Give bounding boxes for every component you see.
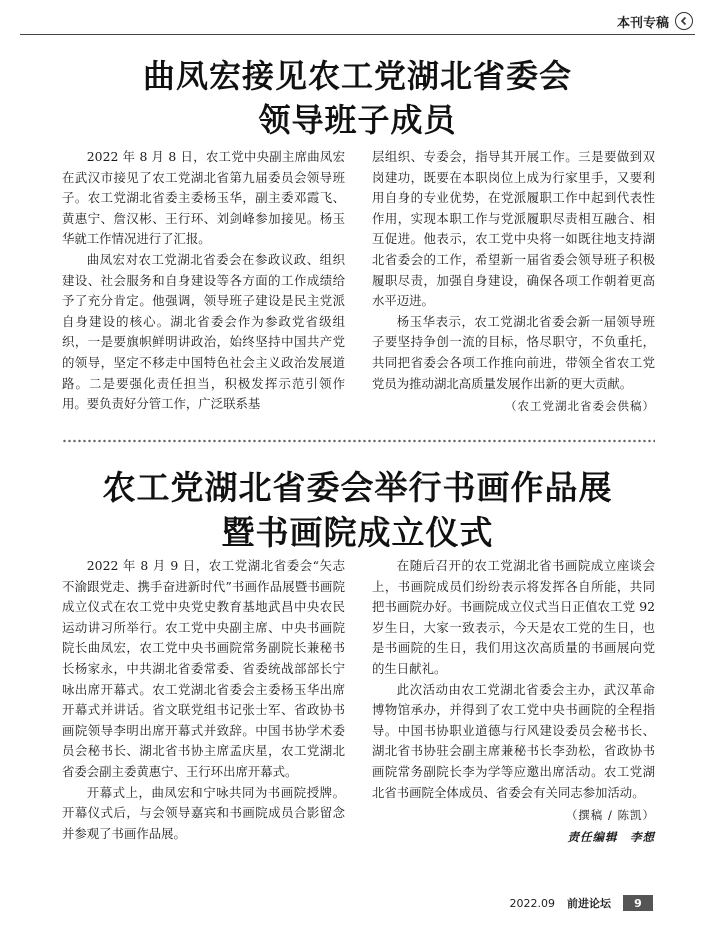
article1-paragraph-continued: 层组织、专委会，指导其开展工作。三是要做到双岗建功，既要在本职岗位上成为行家里手，又要利用自身的专业优势，在党派履职工作中起到代表性作用，实现本职工作与党派履职尽责相互融合、相互促进。他表示，农工党中央将一如既往地支持湖北省委会的工作，希望新一届省委会领导班子积极履职尽责，加强自身建设，确保各项工作朝着更高水平迈进。 [372,149,655,309]
article1-column-right [372,147,655,422]
article2-paragraph: 在随后召开的农工党湖北省书画院成立座谈会上，书画院成员们纷纷表示将发挥各自所能，共同把书画院办好。书画院成立仪式当日正值农工党 92 岁生日，大家一致表示，今天是农工党的生日，也是书画院的生日，我们用这次高质量的书画展向党的生日献礼。 [372,558,655,676]
article2-paragraph: 2022 年 8 月 9 日，农工党湖北省委会“矢志不渝跟党走、携手奋进新时代”书画作品展暨书画院成立仪式在农工党中央党史教育基地武昌中央农民运动讲习所举行。农工党中央副主席、中央书画院院长曲凤宏，农工党中央书画院常务副院长兼秘书长杨家永，中共湖北省委常委、省委统战部部长宁咏出席开幕式。农工党湖北省委会主委杨玉华出席开幕式并讲话。省文联党组书记张士军、省政协书画院领导李明出席开幕式并致辞。中国书协学术委员会秘书长、湖北省书协主席孟庆星，农工党湖北省委会副主委黄惠宁、王行环出席开幕式。 [62,558,345,779]
article2-paragraph: 开幕式上，曲凤宏和宁咏共同为书画院授牌。开幕仪式后，与会领导嘉宾和书画院成员合影留念并参观了书画作品展。 [62,784,345,841]
article1-column-left [62,147,345,422]
article2-title-line2: 暨书画院成立仪式 [221,513,494,552]
responsible-editor: 责任编辑 李想 [567,830,655,845]
section-label: 本刊专稿 [616,15,669,31]
page-footer [510,893,654,913]
article2-title-line1: 农工党湖北省委会举行书画作品展 [102,468,613,507]
article1-title-line1: 曲凤宏接见农工党湖北省委会 [142,57,572,95]
article2-credit: （撰稿 / 陈凯） [565,808,655,823]
article2-paragraph: 此次活动由农工党湖北省委会主办，武汉革命博物馆承办，并得到了农工党中央书画院的全程指导。中国书协职业道德与行风建设委员会秘书长、湖北省书协驻会副主席兼秘书长李劲松，省政协书画院常务副院长李为学等应邀出席活动。农工党湖北省书画院全体成员、省委会有关同志参加活动。 [372,681,655,800]
article1-paragraph: 杨玉华表示，农工党湖北省委会新一届领导班子要坚持争创一流的目标，恪尽职守，不负重托，共同把省委会各项工作推向前进，带领全省农工党党员为推动湖北高质量发展作出新的更大贡献。 [372,313,655,391]
article2-column-right [372,556,655,876]
page-number: 9 [623,895,653,911]
article1-paragraph: 曲凤宏对农工党湖北省委会在参政议政、组织建设、社会服务和自身建设等各方面的工作成绩给予了充分肯定。他强调，领导班子建设是民主党派自身建设的核心。湖北省委会作为参政党省级组织，一是要旗帜鲜明讲政治，始终坚持中国共产党的领导，坚定不移走中国特色社会主义政治发展道路。二是要强化责任担当，积极发挥示范引领作用。要负责好分管工作，广泛联系基 [62,251,345,412]
magazine-name: 前进论坛 [567,897,611,910]
article1-body [62,147,655,422]
article2-title [0,465,715,555]
article1-paragraph: 2022 年 8 月 8 日，农工党中央副主席曲凤宏在武汉市接见了农工党湖北省第九届委员会领导班子。农工党湖北省委主委杨玉华，副主委邓霞飞、黄惠宁、詹汉彬、王行环、刘剑峰参加接见。杨玉华就工作情况进行了汇报。 [62,149,345,247]
issue-date: 2022.09 [509,896,555,910]
article1-title-line2: 领导班子成员 [258,101,457,139]
section-header [617,10,693,32]
header-rule [20,34,695,35]
article-divider [62,438,655,444]
back-arrow-icon [675,12,693,30]
article2-column-left [62,556,345,876]
article1-title [0,54,715,142]
article1-credit: （农工党湖北省委会供稿） [505,399,655,414]
article2-body [62,556,655,876]
